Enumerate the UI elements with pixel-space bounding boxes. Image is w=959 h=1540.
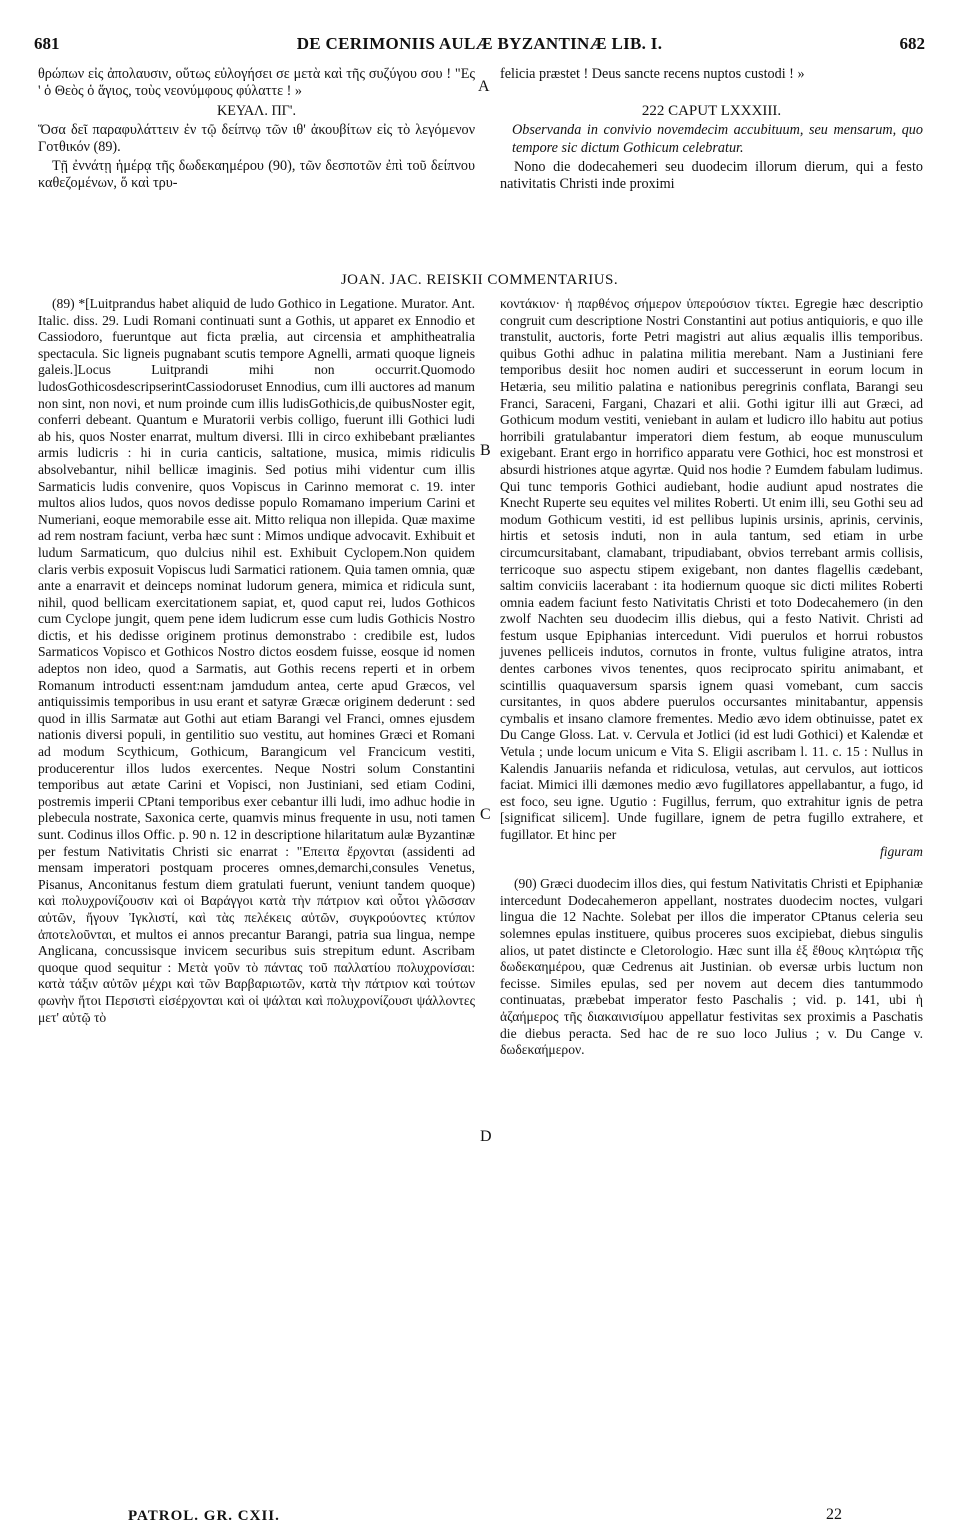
margin-marker-c: C bbox=[480, 806, 491, 823]
greek-continuation: θρώπων εἰς ἀπολαυσιν, οὕτως εὐλογήσει σε μετὰ καὶ τῆς συζύγου σου ! "Ες ' ὁ Θεὸς ὁ ἅγιος, τοὺς νεονύμφους φύλαττε ! » bbox=[38, 66, 475, 100]
running-title: DE CERIMONIIS AULÆ BYZANTINÆ LIB. I. bbox=[296, 34, 663, 53]
margin-marker-d: D bbox=[480, 1128, 492, 1145]
greek-chapter-title: Ὅσα δεῖ παραφυλάττειν ἐν τῷ δείπνῳ τῶν ιθ' ἀκουβίτων εἰς τὸ λεγόμενον Γοτθικόν (89). bbox=[38, 121, 475, 155]
margin-marker-b: B bbox=[480, 442, 491, 459]
page-number-right: 682 bbox=[899, 34, 925, 53]
running-header bbox=[34, 34, 925, 56]
footnote-89-end: figuram bbox=[879, 843, 923, 859]
greek-chapter-heading: ΚΕΥΑΛ. ΠΓ'. bbox=[216, 103, 296, 120]
commentary-heading: JOAN. JAC. REISKII COMMENTARIUS. bbox=[340, 272, 619, 288]
latin-body-text: Nono die dodecahemeri seu duodecim illorum dierum, qui a festo nativitatis Christi inde proximi bbox=[500, 158, 923, 193]
latin-text-column bbox=[500, 66, 923, 193]
footer-signature: PATROL. GR. CXII. bbox=[128, 1508, 280, 1524]
footnote-89-continued: κοντάκιον· ἡ παρθένος σήμερον ὑπερούσιον τίκτει. Egregie hæc descriptio congruit cum descriptione Nostri Constantini aut potius antiquioris, e quo ille transtulit, auctoris, forte Petri magistri aut alius æqualis illis temporibus. quibus Gothi adhuc in palatina militia merebant. Nam a Justiniani fere temporibus desiit hoc nomen audiri et successerunt in eorum locum in Hetæria, seu militio palatina e nationibus peregrinis conflata, Barangi seu Franci, Saraceni, Fargani, Chazari et alii. Gothi igitur illi aut Græci, ad Gothicum modum vestiti, veniebant in aulam et ludicro illo habitu aut potius horribili gratulabantur imperatori diem festum, ab eoque munusculum exigebant. Erant ergo in horrifico apparatu vere Gothici, hoc est monstrosi et absurdi histriones atque agyrtæ. Quid nos hodie ? Eumdem fabulam ludimus. Qui tunc temporis Gothici audiebant, hodie audiunt apud nostrates die Knecht Ruperte seu equites vel milites Roberti. Ut enim illi, seu Gothi seu ad modum Gothicum vestiti, id est pellibus lupinis ursinis, aprinis, cervinis, hirtis et setosis induti, non in aula tantum, sed etiam in urbe circumcursitabant, clamabant, tripudiabant, obvios terrebant armis collisis, terricoque suo aspectu stipem exigebant, non dantes flagellis cædebant, saltim conviciis lacerabant : ita hodiernum quoque sic dicti milites Roberti omnia eadem faciunt festo Nativitatis Christi et toto Dodecahemero (in den zwolf Nachten seu duodecim illis diebus, qui a festo Nativit. Christi ad festum usque Epiphanias intercedunt. Vidi puerulos et horrui robustos juvenes pelliceis indutos, cornutos in fronte, vultus fuligine atratos, intra dentes carbones vivos tenentes, quos reciprocato spiritu animabant, et scintillis quaquaversum sparsis ignem quasi vomebant, cum saccis cursitantes, in quos abdere puerulos occursantes minitabantur, appensis cymbalis et insano clamore frementes. Medio ævo idem obtinuisse, patet ex Du Cange Gloss. Lat. v. Cervula et Jotlici (id est ludi Gothici) et Kalendæ et Vetula ; unde locum unicum e Vita S. Eligii ascribam l. 11. c. 15 : Nullus in Kalendis Januariis nefanda et ridiculosa, vetulas, aut cervulos, aut iotticos faciat. Mimici illi dæmones medio ævo fugillatores appellabantur, a fugo, id est foco, seu igne. Ugutio : Fugillus, ferrum, quo extrahitur ignis de petra [significat silicem]. Unde fugillare, ignem de petra fugillo extrahere, et fugillator. Et hinc per bbox=[500, 296, 923, 842]
latin-continuation: felicia præstet ! Deus sancte recens nuptos custodi ! » bbox=[500, 66, 805, 82]
commentary-left-column bbox=[38, 296, 475, 1026]
footer-gathering-number: 22 bbox=[826, 1506, 842, 1523]
page-number-left: 681 bbox=[34, 34, 60, 53]
margin-marker-a: A bbox=[478, 78, 490, 95]
greek-body-text: Τῇ ἐννάτῃ ἡμέρᾳ τῆς δωδεκαημέρου (90), τῶν δεσποτῶν ἐπὶ τοῦ δείπνου καθεζομένων, ὅ καὶ τρυ- bbox=[38, 158, 475, 192]
footnote-89: (89) *[Luitprandus habet aliquid de ludo Gothico in Legatione. Murator. Ant. Italic. diss. 29. Ludi Romani continuati sunt a Gothis, ut apparet ex Ennodio et Cassiodoro, fueruntque aut ficta prælia, aut circensia et amphitheatralia spectacula. Sic ligneis pugnabant scutis tempore Agnelli, armati quoque ligneis galeis.]Locus Luitprandi mihi non occurrit.Quomodo ludosGothicosdescripserintCassiodoruset Ennodius, cum illi auctores ad manum non sint, non novi, et num proinde cum illis ludisGothicis,de quibusNoster egit, conferri debeant. Quantum e Muratorii verbis colligo, fuerunt illi Gothici ludi ab his, quos Noster enarrat, multum diversi. Illi in circo exhibebant præliantes armis ludicris : hi in curia canticis, saltatione, musica, mimis ridiculis absolvebantur, nihil bellicæ imaginis. Sed potius mihi videntur cum illis Sarmaticis ludis convenire, quos Vopiscus in Carinno memorat c. 19. inter multos alios ludos, quos novos dedisse populo Romamano imperium Carini et Numeriani, eoque memorabile esse ait. Mitto reliqua non illepida. Quæ maxime ad rem nostram faciunt, verba hæc sunt : Mimos undique advocavit. Exhibuit et ludum Sarmaticum, quo dulcius nihil est. Exhibuit Cyclopem.Non quidem claris verbis exposuit Vopiscus ludi Sarmatici rationem. Quia tamen omnia, quæ ante a enarravit et deinceps nominat ludorum genera, mimica et ridicula sunt, nihil, quod bellicam exercitationem sapiat, et, quod caput rei, ludos Gothicos cum Cyclope jungit, quem pene idem ludicrum esse cum ludis Gothicis Nostro dictis, et his dedisse originem protinus demonstrabo : credibile est, ludos Sarmaticos Vopisco et Gothicos Nostro dictos eosdem fuisse, eosque id nomen adeptos non ideo, quod a Sarmatis, aut Gothis recens reperti et in orbem Romanum introducti essent:nam jamdudum antea, certe apud Græcos, vel antiquissimis temporibus in usu erant et satyræ Græcæ originem dederunt : sed quod in illis Sarmatæ aut Gothi aut etiam Barangi vel Franci, omnes ejusdem nationis diversi populi, in gentilitio suo vestitu, aut homines Græci et Romani ad modum Scythicum, Gothicum, Barangicum vel Francicum vestiti, producerentur illos ludos exercentes. Neque Nostri solum Constantini temporibus aut ætate Carini et Vopisci, non Justiniani, sed etiam Codini, postremis imperii CPtani temporibus exer cebantur illi ludi, imo adhuc hodie in plebecula nostrate, Saxonica certe, quamvis minus frequente in usu, noti tamen sunt. Codinus illos Offic. p. 90 n. 12 in descriptione hilaritatum aulæ Byzantinæ per festum Nativitatis Christi sic enarrat : "Επειτα ἔρχονται (assidenti ad mensam imperatori postquam proceres omnes,demarchi,consules Venetus, Pisanus, Anconitanus festum diem gratulati fuerunt, veniunt tandem quoque) καὶ πολυχρονίζουσιν καὶ οἱ Βαράγγοι κατὰ τὴν πάτριον καὶ οὗτοι γλῶσσαν αὐτῶν, ἤγουν Ἰγκλιστί, καὶ τὰς πελέκεις αὐτῶν, συγκρούοντες κτύπον ἀποτελοῦνται, et multos ei annos precantur Barangi, patria sua lingua, nempe Anglicana, concussisque invicem securibus suis strepitum edunt. Ascribam quoque quod sequitur : Μετὰ γοῦν τὸ πάντας τοῦ παλλατίου πολυχρονίσαι: κατὰ τάξιν αὐτῶν μέχρι καὶ τῶν Βαρβαριωτῶν, κατὰ τὴν πάτριον καὶ τούτων φωνὴν ἤτοι Περσιστὶ εἰσέρχονται καὶ οἱ ψάλται καὶ πολυχρονίζουσι ψάλλοντες μετ' αὐτῷ τὸ bbox=[38, 296, 475, 1025]
footnote-90: (90) Græci duodecim illos dies, qui festum Nativitatis Christi et Epiphaniæ intercedunt Dodecahemeron appellant, nostrates duodecim noctes, vulgari lingua die 12 Nachte. Solebat per illos die imperator CPtanus celeria seu solemnes epulas instituere, quibus proceres suos excipiebat, diebus singulis alios, ut patet distincte e Cletorologio. Hæc sunt illa ἐξ ἔθους κλητώρια τῆς δωδεκαημέρου, quæ Cedrenus ait Justinian. ob eversæ urbis luctum non fecisse. Similes epulas, sed per novem aut decem dies tantummodo continuatas, præbebat imperator festo Paschalis ; vid. p. 141, ubi ἡ ἀζαήμερος τῆς διακαινισίμου appellatur festivitas sex proximis a Paschatis die diebus peracta. Sed hac de re suo loco Julius ; v. Du Cange v. δωδεκαήμερον. bbox=[500, 876, 923, 1058]
commentary-right-column bbox=[500, 296, 923, 1059]
greek-text-column bbox=[38, 66, 475, 192]
latin-chapter-heading: 222 CAPUT LXXXIII. bbox=[641, 103, 782, 120]
latin-chapter-title: Observanda in convivio novemdecim accubituum, seu mensarum, quo tempore sic dictum Gothicum celebratur. bbox=[512, 122, 923, 156]
